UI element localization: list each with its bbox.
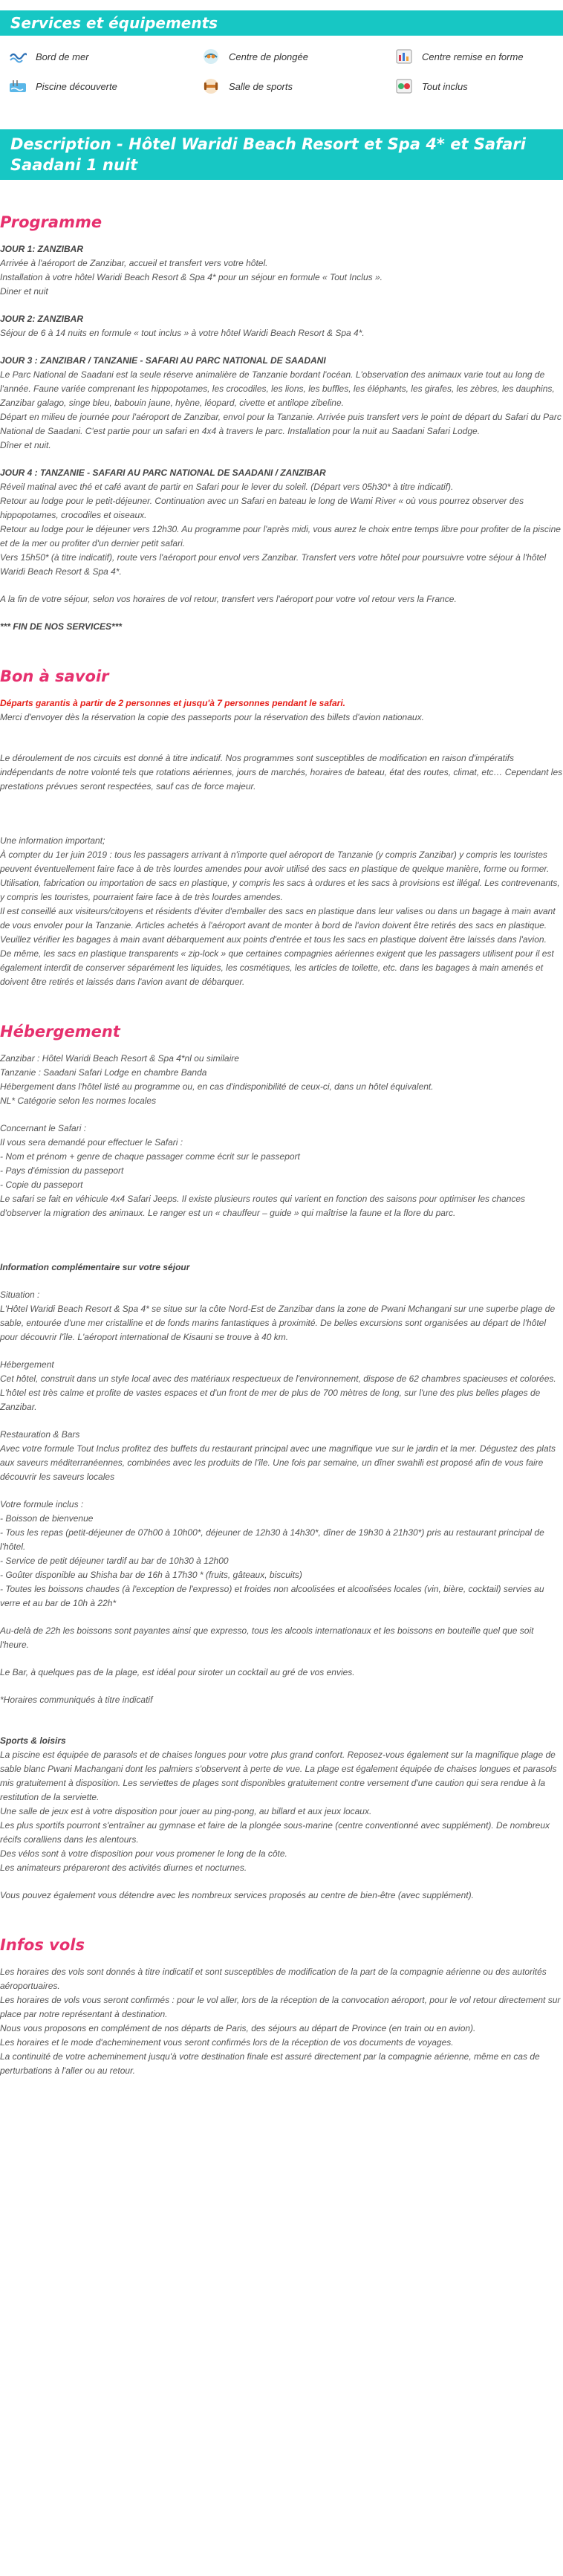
sports-title: Sports & loisirs xyxy=(0,1735,66,1746)
programme-heading: Programme xyxy=(0,213,102,231)
day3-title: JOUR 3 : ZANZIBAR / TANZANIE - SAFARI AU PARC NATIONAL DE SAADANI xyxy=(0,355,326,366)
end-label: *** FIN DE NOS SERVICES*** xyxy=(0,621,123,632)
disclaimer-text: Le déroulement de nos circuits est donné à titre indicatif. Nos programmes sont susceptibles de modification en raison d'impératifs indépendants de notre volonté tels que rotations aériennes, jours de marchés, horaires de bateau, état des routes, climat, etc… Cependant les prestations prévues seront respectées, sauf cas de force majeur. xyxy=(0,753,563,792)
day4-title: JOUR 4 : TANZANIE - SAFARI AU PARC NATIONAL DE SAADANI / ZANZIBAR xyxy=(0,467,326,478)
service-label: Centre remise en forme xyxy=(422,51,524,62)
hebergement-heading: Hébergement xyxy=(0,1023,120,1041)
service-label: Salle de sports xyxy=(229,80,293,92)
boissons-text: Au-delà de 22h les boissons sont payantes ainsi que expresso, tous les alcools internationaux et les boissons en bouteille quel que soit l'heure. xyxy=(0,1625,534,1650)
service-label: Centre de plongée xyxy=(229,51,308,62)
end-text: A la fin de votre séjour, selon vos horaires de vol retour, transfert vers l'aéroport pour votre vol retour vers la France. xyxy=(0,594,457,604)
gym-icon xyxy=(201,77,221,95)
bon-a-savoir-heading: Bon à savoir xyxy=(0,667,109,685)
fitness-icon xyxy=(394,48,414,65)
day1-text: Arrivée à l'aéroport de Zanzibar, accueil et transfert vers votre hôtel. Installation à votre hôtel Waridi Beach Resort & Spa 4* pour un séjour en formule « Tout Inclus ». Diner et nuit xyxy=(0,258,383,297)
plastic-info-text: Une information important; À compter du 1er juin 2019 : tous les passagers arrivant à n'importe quel aéroport de Tanzanie (y compris Zanzibar) y compris les touristes peuvent éventuellement faire face à de très lourdes amendes pour avoir utilisé des sacs en plastique de quelque manière, forme ou former. Utilisation, fabrication ou importation de sacs en plastique, y compris les sacs à ordures et les sacs à provisions est illégal. Les contrevenants, y compris les touristes, pourraient faire face à de très lourdes amendes. Il est conseillé aux visiteurs/citoyens et résidents d'éviter d'emballer des sacs en plastique dans leur valises ou dans un bagage à main avant de vous envoler pour la Tanzanie. Articles achetés à l'aéroport avant de monter à bord de l'avion doivent être retirés des sacs en plastique. Veuillez vérifier les bagages à main avant débarquement aux points d'entrée et tous les sacs en plastique doivent être laissés dans l'avion. De même, les sacs en plastique transparents « zip-lock » que certaines compagnies aériennes exigent que les passagers utilisent pour il est également interdit de conserver séparément les liquides, les cosmétiques, les articles de toilette, etc. dans les bagages à main amenés et doivent être retirés et laissés dans l'avion avant de débarquer. xyxy=(0,835,560,987)
wave-icon xyxy=(7,48,28,65)
restauration-text: Restauration & Bars Avec votre formule Tout Inclus profitez des buffets du restaurant principal avec une magnifique vue sur le jardin et la mer. Dégustez des plats aux saveurs méditerranéennes, combinées avec les produits de l'île. Une fois par semaine, un dîner swahili est proposé afin de vous faire découvrir les saveurs locales xyxy=(0,1429,556,1482)
sports-text: La piscine est équipée de parasols et de chaises longues pour votre plus grand confort. Reposez-vous également sur la magnifique plage de sable blanc Pwani Machangani dont les palmiers s'observent à perte de vue. La plage est également équipée de chaises longues et parasols mis gratuitement à disposition. Les serviettes de plages sont disponibles gratuitement contre versement d'une caution qui sera rendue à la restitution de la serviette. Une salle de jeux est à votre disposition pour jouer au ping-pong, au billard et aux jeux locaux. Les plus sportifs pourront s'entraîner au gymnase et faire de la plongée sous-marine (centre conventionné avec supplément). De nombreux récifs coralliens dans les alentours. Des vélos sont à votre disposition pour vous promener le long de la côte. Les animateurs prépareront des activités diurnes et nocturnes. xyxy=(0,1750,557,1873)
hotel-list-text: Zanzibar : Hôtel Waridi Beach Resort & Spa 4*nl ou similaire Tanzanie : Saadani Safari Lodge en chambre Banda Hébergement dans l'hôtel listé au programme ou, en cas d'indisponibilité de ceux-ci, dans un hôtel équivalent. NL* Catégorie selon les normes locales xyxy=(0,1053,434,1106)
safari-info-text: Concernant le Safari : Il vous sera demandé pour effectuer le Safari : - Nom et prénom + genre de chaque passager comme écrit sur le passeport - Pays d'émission du passeport - Copie du passeport Le safari se fait en véhicule 4x4 Safari Jeeps. Il existe plusieurs routes qui varient en fonction des saisons pour optimiser les chances d'observer la migration des animaux. Le ranger est un « chauffeur – guide » qui maîtrise la faune et la flore du parc. xyxy=(0,1123,526,1218)
service-label: Bord de mer xyxy=(36,51,89,62)
services-grid xyxy=(0,36,563,100)
infos-vols-heading: Infos vols xyxy=(0,1936,85,1954)
service-item xyxy=(201,77,394,95)
main-content xyxy=(0,213,563,2091)
hebergement-text: Hébergement Cet hôtel, construit dans un style local avec des matériaux respectueux de l'environnement, dispose de 62 chambres spacieuses et colorées. L'hôtel est très calme et profite de vastes espaces et d'un front de mer de plus de 700 mètres de long, sur l'une des plus belles plages de Zanzibar. xyxy=(0,1359,556,1412)
service-item xyxy=(394,48,563,65)
bien-etre-text: Vous pouvez également vous détendre avec les nombreux services proposés au centre de bien-être (avec supplément). xyxy=(0,1890,474,1900)
day2-text: Séjour de 6 à 14 nuits en formule « tout inclus » à votre hôtel Waridi Beach Resort & Spa 4*. xyxy=(0,328,365,338)
pool-icon xyxy=(7,77,28,95)
intro-text: Merci d'envoyer dès la réservation la copie des passeports pour la réservation des billets d'avion nationaux. xyxy=(0,712,424,722)
diving-icon xyxy=(201,48,221,65)
situation-text: Situation : L'Hôtel Waridi Beach Resort & Spa 4* se situe sur la côte Nord-Est de Zanzibar dans la zone de Pwani Mchangani sur une superbe plage de sable, entourée d'une mer cristalline et de fonds marins fantastiques à proximité. De belles excursions sont organisées au départ de l'hôtel pour découvrir l'île. L'aéroport international de Kisauni se trouve à 40 km. xyxy=(0,1289,556,1342)
service-item xyxy=(7,48,201,65)
horaires-text: *Horaires communiqués à titre indicatif xyxy=(0,1695,153,1705)
day4-text: Réveil matinal avec thé et café avant de partir en Safari pour le lever du soleil. (Départ vers 05h30* à titre indicatif). Retour au lodge pour le petit-déjeuner. Continuation avec un Safari en bateau le long de Wami River « où vous pourrez observer des hippopotames, crocodiles et oiseaux. Retour au lodge pour le déjeuner vers 12h30. Au programme pour l'après midi, vous aurez le choix entre temps libre pour profiter de la piscine et de la mer ou profiter d'un dernier petit safari. Vers 15h50* (à titre indicatif), route vers l'aéroport pour envol vers Zanzibar. Transfert vers votre hôtel pour poursuivre votre séjour à l'hôtel Waridi Beach Resort & Spa 4*. xyxy=(0,482,561,577)
warning-text: Départs garantis à partir de 2 personnes et jusqu'à 7 personnes pendant le safari. xyxy=(0,698,345,708)
info-title: Information complémentaire sur votre séjour xyxy=(0,1262,190,1272)
service-item xyxy=(201,48,394,65)
description-title: Description - Hôtel Waridi Beach Resort et Spa 4* et Safari Saadani 1 nuit xyxy=(0,129,563,180)
service-item xyxy=(394,77,563,95)
bar-text: Le Bar, à quelques pas de la plage, est idéal pour siroter un cocktail au gré de vos envies. xyxy=(0,1667,355,1677)
service-item xyxy=(7,77,201,95)
infos-vols-text: Les horaires des vols sont donnés à titre indicatif et sont susceptibles de modification de la part de la compagnie aérienne ou des autorités aéroportuaires. Les horaires de vols vous seront confirmés : pour le vol aller, lors de la réception de la convocation aéroport, pour le vol retour directement sur place par notre représentant à destination. Nous vous proposons en complément de nos départs de Paris, des séjours au départ de Province (en train ou en avion). Les horaires et le mode d'acheminement vous seront confirmés lors de la réception de vos documents de voyages. La continuité de votre acheminement jusqu'à votre destination finale est assuré directement par la compagnie aérienne, même en cas de perturbations à l'aller ou au retour. xyxy=(0,1967,561,2076)
page xyxy=(0,10,563,2091)
day1-title: JOUR 1: ZANZIBAR xyxy=(0,244,84,254)
all-inclusive-icon xyxy=(394,77,414,95)
day3-text: Le Parc National de Saadani est la seule réserve animalière de Tanzanie bordant l'océan. L'observation des animaux varie tout au long de l'année. Faune variée comprenant les hippopotames, les crocodiles, les lions, les buffles, les éléphants, les girafes, les zèbres, les dauphins, Zanzibar galago, singe bleu, babouin jaune, hyène, léopard, civette et antilope zibeline. Départ en milieu de journée pour l'aéroport de Zanzibar, envol pour la Tanzanie. Arrivée puis transfert vers le point de départ du Safari du Parc National de Saadani. C'est partie pour un safari en 4x4 à travers le parc. Installation pour la nuit au Saadani Safari Lodge. Dîner et nuit. xyxy=(0,369,562,450)
service-label: Tout inclus xyxy=(422,80,468,92)
service-label: Piscine découverte xyxy=(36,80,117,92)
formule-text: Votre formule inclus : - Boisson de bienvenue - Tous les repas (petit-déjeuner de 07h00 à 10h00*, déjeuner de 12h30 à 14h30*, dîner de 19h30 à 21h30*) pris au restaurant principal de l'hôtel. - Service de petit déjeuner tardif au bar de 10h30 à 12h00 - Goûter disponible au Shisha bar de 16h à 17h30 * (fruits, gâteaux, biscuits) - Toutes les boissons chaudes (à l'exception de l'expresso) et froides non alcoolisées et alcoolisées locales (vin, bière, cocktail) servies au verre et au bar de 10h à 22h* xyxy=(0,1499,544,1608)
services-title: Services et équipements xyxy=(0,10,563,36)
day2-title: JOUR 2: ZANZIBAR xyxy=(0,314,84,324)
